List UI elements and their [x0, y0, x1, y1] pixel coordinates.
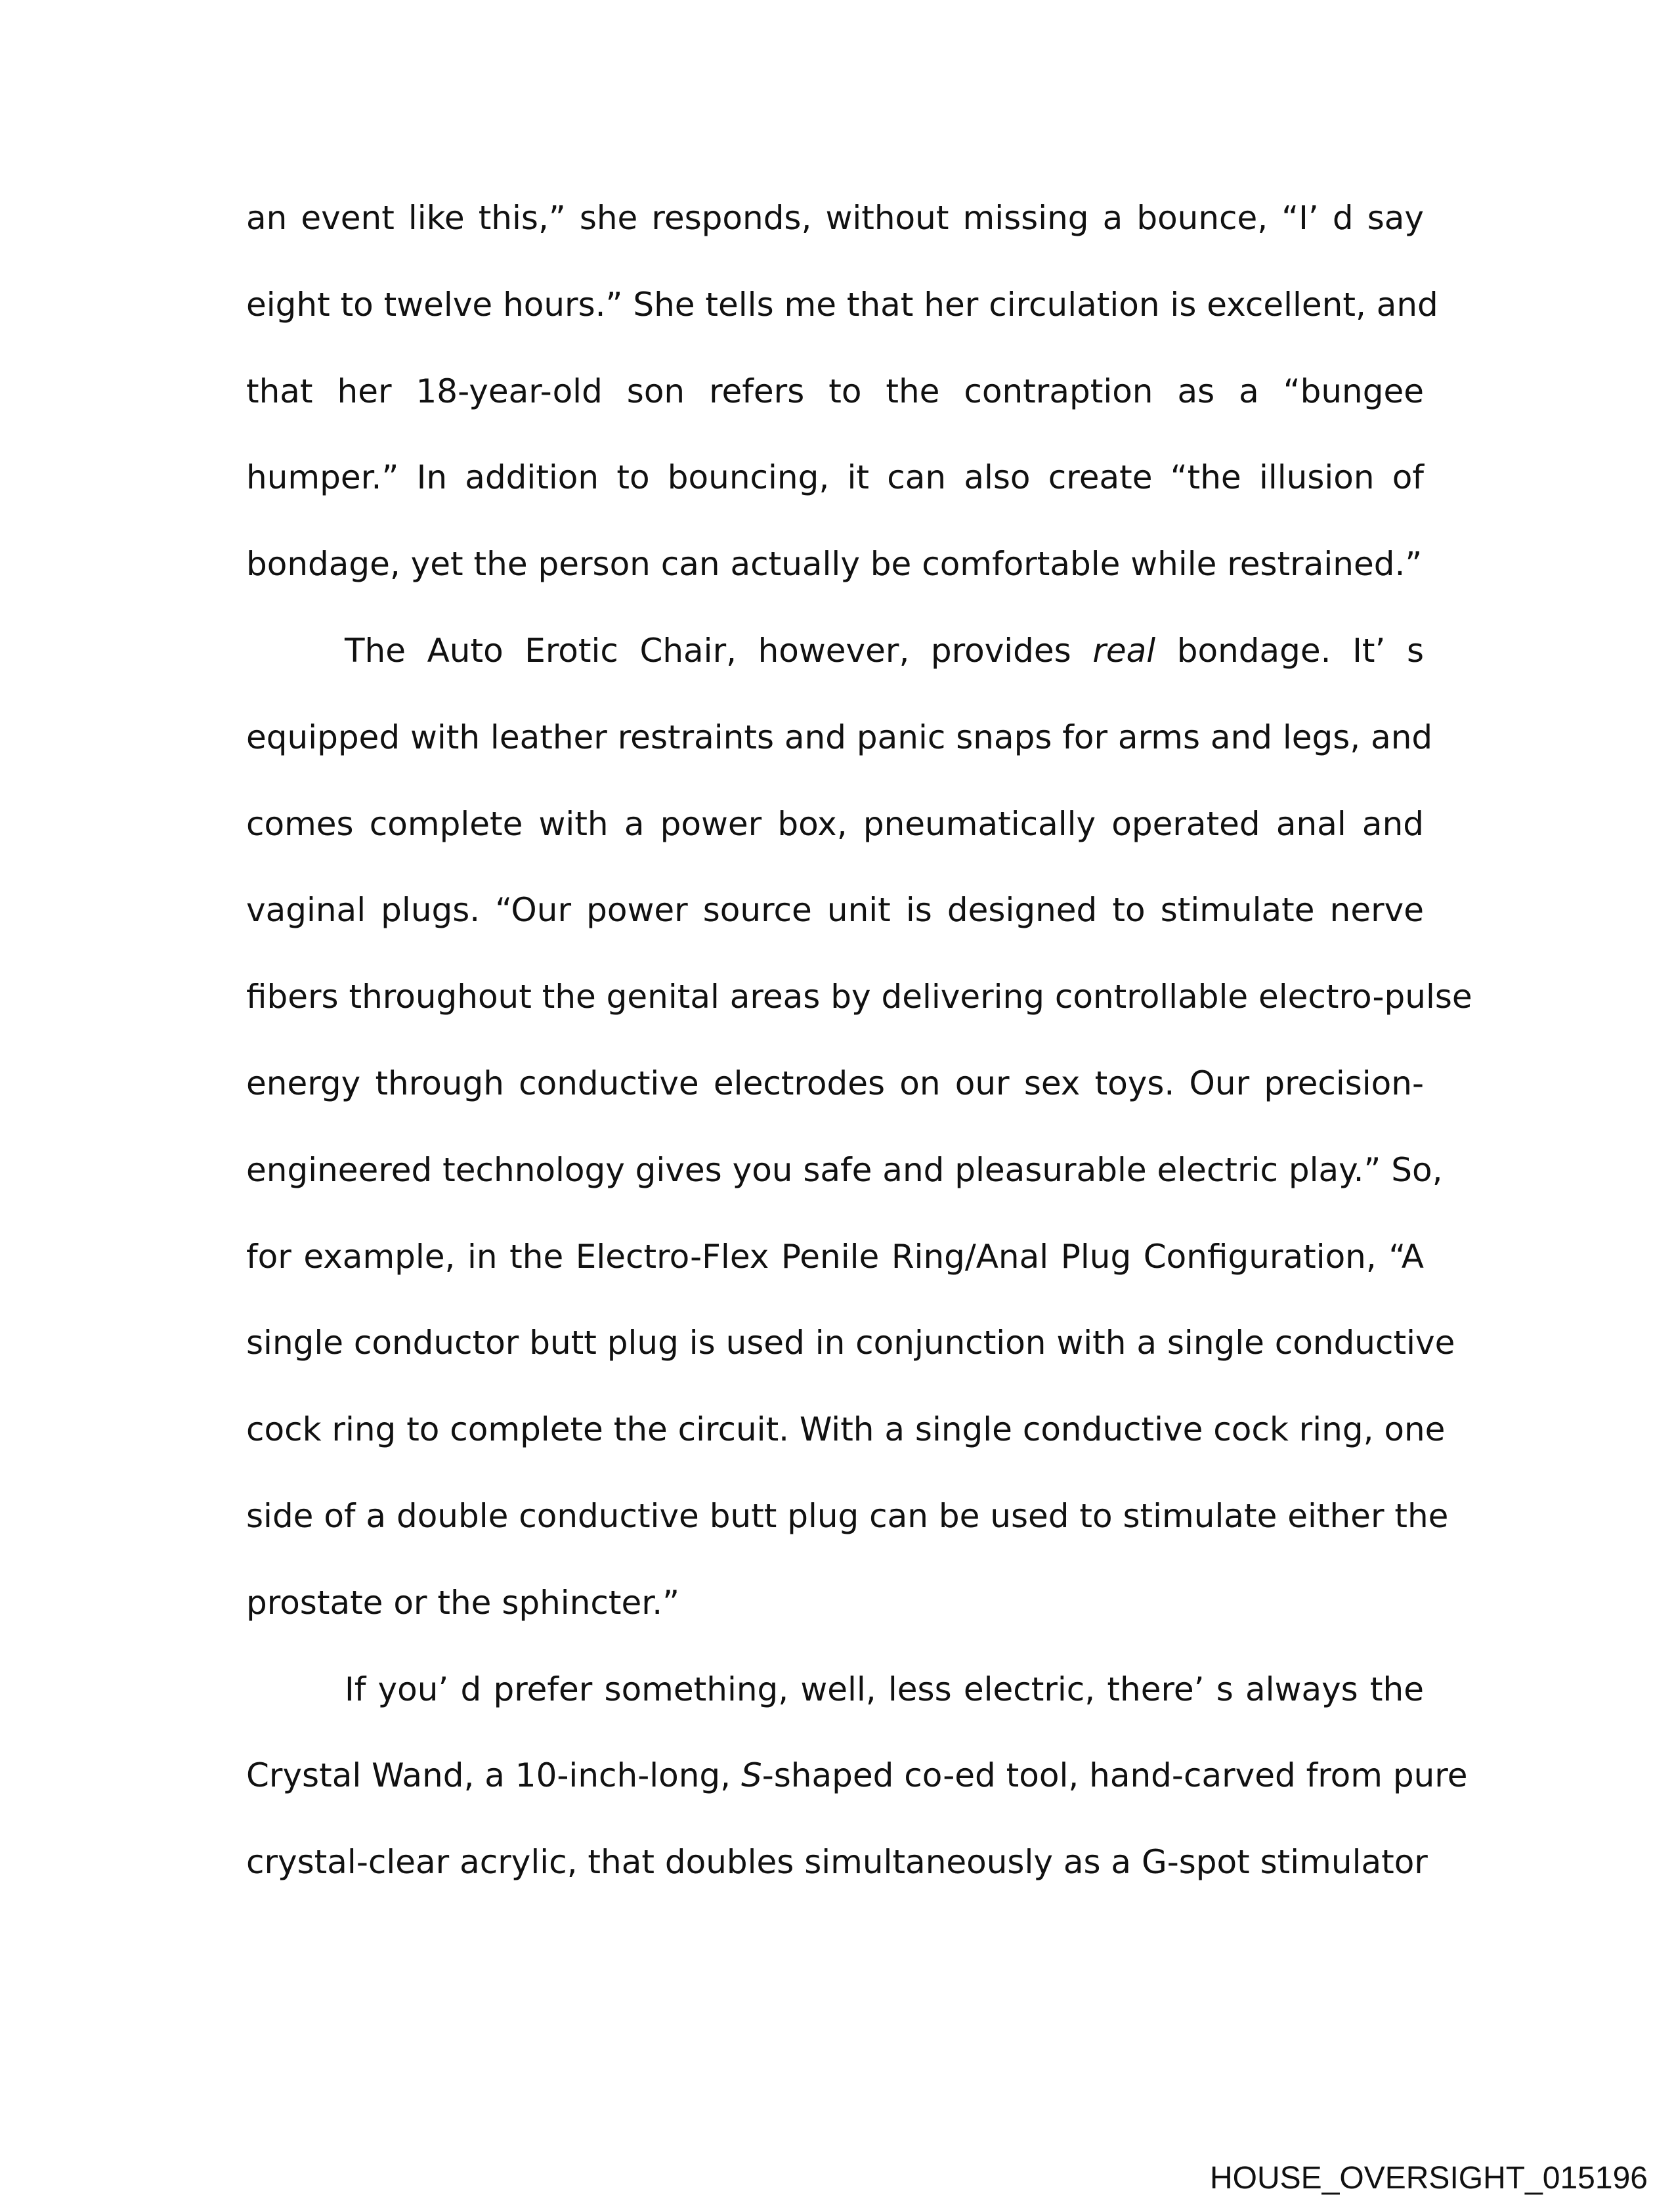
text-segment: for example, in the Electro-Flex Penile Ring/Anal Plug Configuration, “A	[246, 1237, 1424, 1276]
text-line	[246, 1299, 1455, 1386]
text-segment: crystal-clear acrylic, that doubles simultaneously as a G-spot stimulator	[246, 1843, 1428, 1882]
text-line	[246, 1473, 1449, 1559]
text-line	[246, 1819, 1428, 1905]
text-segment: energy through conductive electrodes on our sex toys. Our precision-	[246, 1064, 1424, 1102]
text-segment: comes complete with a power box, pneumatically operated anal and	[246, 804, 1424, 843]
bates-number: HOUSE_OVERSIGHT_015196	[1210, 2161, 1648, 2196]
text-segment: fibers throughout the genital areas by delivering controllable electro-pulse	[246, 978, 1472, 1016]
text-segment: humper.” In addition to bouncing, it can also create “the illusion of	[246, 458, 1424, 497]
text-line	[246, 1386, 1446, 1473]
text-line	[246, 261, 1438, 348]
text-line	[246, 521, 1424, 607]
text-line	[246, 434, 1424, 521]
text-line	[246, 1732, 1468, 1819]
text-line	[246, 694, 1433, 781]
text-segment: The Auto Erotic Chair, however, provides	[345, 632, 1093, 670]
text-line	[246, 1213, 1424, 1300]
text-line	[246, 175, 1424, 261]
text-segment: that her 18-year-old son refers to the contraption as a “bungee	[246, 372, 1424, 410]
text-line	[246, 1127, 1443, 1213]
italic-text: real	[1092, 632, 1156, 670]
text-line	[246, 867, 1424, 953]
text-line	[246, 607, 1424, 694]
text-line	[246, 1040, 1424, 1127]
text-line	[246, 348, 1424, 435]
text-segment: bondage. It’ s	[1155, 632, 1425, 670]
text-segment: engineered technology gives you safe and pleasurable electric play.” So,	[246, 1150, 1443, 1189]
text-line	[246, 953, 1472, 1040]
text-line	[246, 1646, 1424, 1733]
text-line	[246, 781, 1424, 867]
text-segment: Crystal Wand, a 10-inch-long,	[246, 1756, 741, 1795]
text-segment: cock ring to complete the circuit. With a single conductive cock ring, one	[246, 1410, 1446, 1449]
text-segment: vaginal plugs. “Our power source unit is designed to stimulate nerve	[246, 891, 1424, 930]
text-segment: single conductor butt plug is used in conjunction with a single conductive	[246, 1324, 1455, 1362]
italic-text: S	[740, 1756, 762, 1795]
text-segment: -shaped co-ed tool, hand-carved from pure	[762, 1756, 1468, 1795]
text-line	[246, 1559, 1424, 1646]
text-segment: side of a double conductive butt plug can be used to stimulate either the	[246, 1497, 1449, 1535]
text-segment: eight to twelve hours.” She tells me that her circulation is excellent, and	[246, 285, 1438, 324]
text-segment: bondage, yet the person can actually be comfortable while restrained.”	[246, 545, 1423, 584]
text-segment: an event like this,” she responds, without missing a bounce, “I’ d say	[246, 199, 1424, 237]
text-segment: prostate or the sphincter.”	[246, 1583, 680, 1622]
text-segment: equipped with leather restraints and panic snaps for arms and legs, and	[246, 718, 1433, 756]
text-segment: If you’ d prefer something, well, less electric, there’ s always the	[345, 1670, 1424, 1708]
